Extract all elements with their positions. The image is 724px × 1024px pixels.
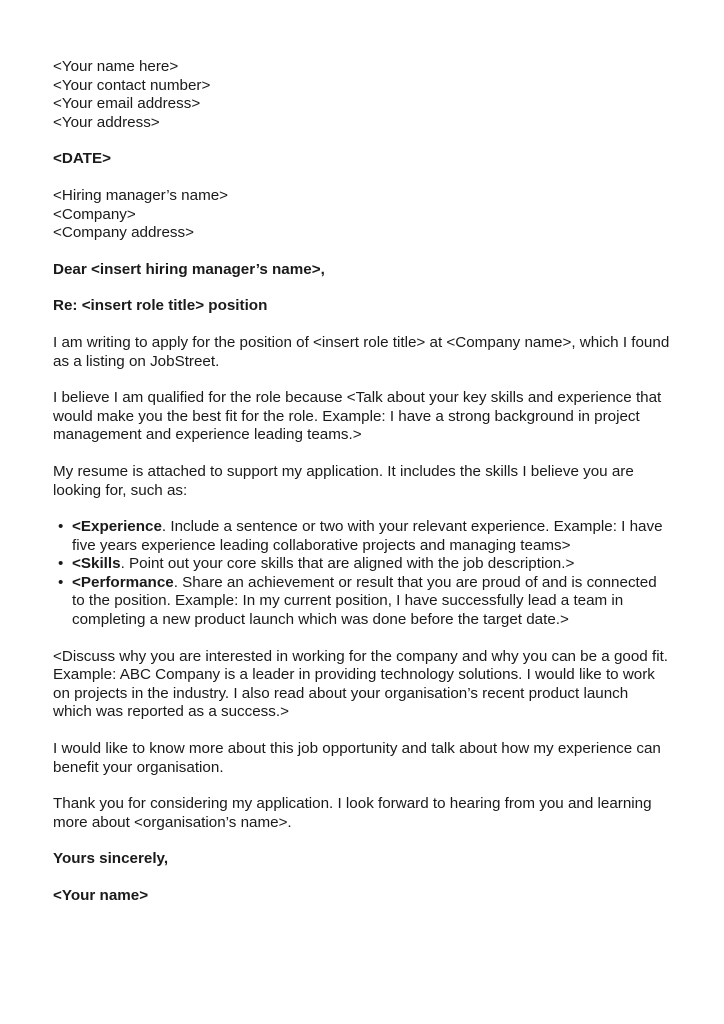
recipient-line-company: <Company>: [53, 205, 136, 223]
list-item: [53, 518, 671, 555]
sender-line-contact: <Your contact number>: [53, 76, 211, 94]
sender-line-email: <Your email address>: [53, 95, 201, 113]
bullet-lead-skills: <Skills: [72, 555, 121, 573]
paragraph-resume: My resume is attached to support my application. It includes the skills I believe you are looking for, such as:: [53, 462, 634, 499]
bullet-text-skills: . Point out your core skills that are aligned with the job description.>: [120, 555, 575, 573]
date-line: <DATE>: [53, 150, 111, 168]
signature-name: <Your name>: [53, 887, 149, 904]
bullet-icon: •: [58, 518, 64, 536]
sender-address-block: [53, 58, 671, 132]
letter-body: [53, 58, 671, 906]
paragraph-intro: I am writing to apply for the position of <insert role title> at <Company name>, which I found as a listing on JobStreet.: [53, 333, 670, 370]
paragraph-motivation: <Discuss why you are interested in working for the company and why you can be a good fit. Example: ABC Company is a leader in providing technology solutions. I would like to work on projects in the industry. I also read about your organisation’s recent product launch which was reported as a success.>: [53, 647, 669, 721]
sender-line-address: <Your address>: [53, 113, 160, 131]
bullet-text-experience: . Include a sentence or two with your relevant experience. Example: I have five years experience leading collaborative projects and managing teams>: [72, 518, 663, 554]
bullet-lead-experience: <Experience: [72, 518, 162, 536]
recipient-address-block: [53, 187, 671, 243]
skills-bullet-list: [53, 518, 671, 630]
paragraph-thanks: Thank you for considering my application. I look forward to hearing from you and learning more about <organisation’s name>.: [53, 795, 652, 831]
recipient-line-manager: <Hiring manager’s name>: [53, 186, 229, 204]
bullet-lead-performance: <Performance: [72, 573, 174, 591]
closing-line: Yours sincerely,: [53, 850, 169, 868]
list-item: [53, 555, 671, 574]
recipient-line-company-address: <Company address>: [53, 224, 194, 242]
bullet-icon: •: [58, 573, 64, 591]
subject-line: Re: <insert role title> position: [53, 297, 268, 315]
paragraph-qualified: I believe I am qualified for the role because <Talk about your key skills and experience that would make you the best fit for the role. Example: I have a strong background in project management and experience leading teams.>: [53, 389, 662, 444]
list-item: [53, 574, 671, 630]
sender-line-name: <Your name here>: [53, 58, 179, 75]
bullet-icon: •: [58, 555, 64, 573]
paragraph-followup: I would like to know more about this job opportunity and talk about how my experience can benefit your organisation.: [53, 740, 661, 776]
bullet-text-performance: . Share an achievement or result that you are proud of and is connected to the position. Example: In my current position, I have successfully lead a team in completing a new product launch which was done before the target date.>: [72, 573, 657, 629]
salutation: Dear <insert hiring manager’s name>,: [53, 260, 325, 278]
